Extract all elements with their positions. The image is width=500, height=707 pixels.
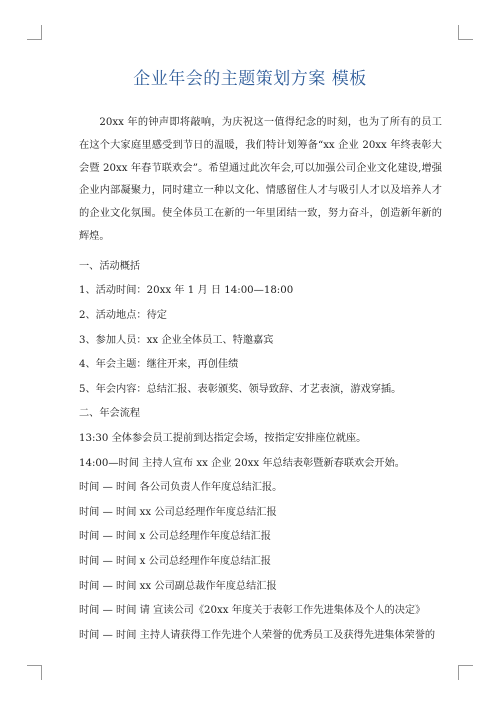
- body-line: 时间 — 时间 各公司负责人作年度总结汇报。: [79, 482, 283, 494]
- body-line: 二、年会流程: [79, 408, 141, 420]
- corner-mark-top-left: [27, 25, 42, 40]
- body-line: 时间 — 时间 x 公司总经理作年度总结汇报: [79, 531, 271, 543]
- intro-paragraph: 20xx 年的钟声即将敲响，为庆祝这一值得纪念的时刻，也为了所有的员工在这个大家庭里感受到节日的温暖，我们特计划筹备“xx 企业 20xx 年终表彰大会暨 20xx 年春节联欢会”。希望通过此次年会,可以加强公司企业文化建设,增强企业内部凝聚力，同时建立一种以文化、情感留住人才与吸引人才以及培养人才的企业文化氛围。使全体员工在新的一年里团结一致，努力奋斗，创造新年新的辉煌。: [79, 117, 442, 242]
- corner-mark-bottom-left: [27, 665, 42, 680]
- body-line: 14:00—时间 主持人宣布 xx 企业 20xx 年总结表彰暨新春联欢会开始。: [79, 457, 405, 469]
- line-list: [79, 260, 442, 642]
- corner-mark-top-right: [458, 25, 473, 40]
- body-line: 2、活动地点：待定: [79, 309, 167, 321]
- body-line: 时间 — 时间 xx 公司总经理作年度总结汇报: [79, 506, 277, 518]
- corner-mark-bottom-right: [458, 665, 473, 680]
- body-line: 1、活动时间：20xx 年 1 月 日 14:00—18:00: [79, 285, 294, 297]
- body-line: 3、参加人员：xx 企业全体员工、特邀嘉宾: [79, 334, 274, 346]
- body-line: 时间 — 时间 请 宣读公司《20xx 年度关于表彰工作先进集体及个人的决定》: [79, 605, 426, 617]
- body-line: 13:30 全体参会员工提前到达指定会场，按指定安排座位就座。: [79, 432, 367, 444]
- body-line: 一、活动概括: [79, 260, 141, 272]
- body-line: 时间 — 时间 主持人请获得工作先进个人荣誉的优秀员工及获得先进集体荣誉的: [79, 629, 436, 641]
- body-line: 时间 — 时间 x 公司总经理作年度总结汇报: [79, 555, 271, 567]
- document-title: 企业年会的主题策划方案 模板: [133, 69, 367, 89]
- document-body: [79, 112, 442, 642]
- body-line: 4、年会主题：继往开来，再创佳绩: [79, 359, 239, 371]
- body-line: 5、年会内容：总结汇报、表彰颁奖、领导致辞、才艺表演，游戏穿插。: [79, 383, 402, 395]
- body-line: 时间 — 时间 xx 公司副总裁作年度总结汇报: [79, 580, 277, 592]
